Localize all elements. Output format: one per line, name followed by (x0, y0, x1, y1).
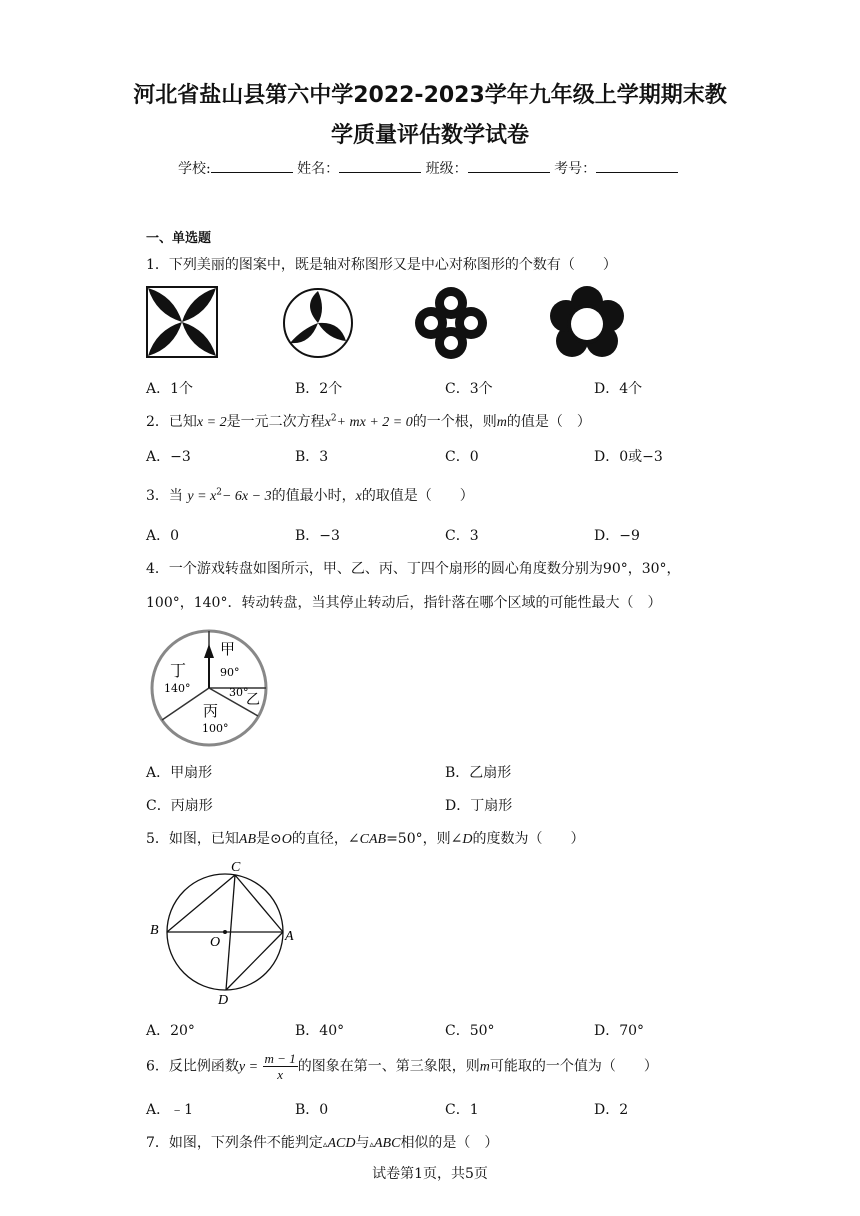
q2-equation: x (324, 415, 331, 430)
number-blank[interactable] (596, 158, 678, 173)
q7-triangle-abc: ABC (373, 1136, 401, 1151)
question-3-text (146, 485, 474, 505)
q5-label-o: O (210, 935, 221, 950)
q5-text-part: =50°，则∠ (386, 831, 463, 847)
q5-point-o: O (281, 832, 292, 847)
q4-option-b[interactable]: B．乙扇形 (445, 765, 512, 781)
question-1-text: 1．下列美丽的图案中，既是轴对称图形又是中心对称图形的个数有（ ） (146, 257, 617, 273)
question-4-line1: 4．一个游戏转盘如图所示，甲、乙、丙、丁四个扇形的圆心角度数分别为90°，30°， (146, 561, 681, 577)
q6-option-b[interactable]: B．0 (295, 1102, 329, 1118)
spinner-label-bing: 丙 (203, 702, 219, 720)
q2-text-part: 2．已知 (146, 414, 197, 430)
q5-option-a[interactable]: A．20° (146, 1023, 195, 1039)
question-7-text (146, 1132, 498, 1152)
school-blank[interactable] (211, 158, 293, 173)
q1-pattern-4-flower (548, 285, 626, 363)
q5-label-a: A (285, 929, 294, 944)
section-title: 一、单选题 (146, 231, 212, 246)
q3-text-part: 的值最小时， (271, 488, 356, 504)
q6-text-part: 可能取的一个值为（ ） (489, 1058, 658, 1075)
q2-text-part: 的值是（ ） (506, 414, 591, 430)
q5-text-part: 的直径，∠ (291, 831, 360, 847)
q3-equation: y = x (187, 489, 217, 504)
q5-label-b: B (150, 923, 159, 938)
q2-text-part: 的一个根，则 (412, 414, 497, 430)
q3-text-part: 的取值是（ ） (361, 488, 474, 504)
question-5-text (146, 828, 584, 848)
triangle-symbol-icon: ▵ (369, 1140, 374, 1150)
q5-label-d: D (218, 993, 229, 1008)
question-2-text (146, 411, 591, 431)
triangle-symbol-icon: ▵ (322, 1140, 328, 1150)
spinner-label-yi: 乙 (246, 692, 260, 708)
q5-segment-ab: AB (238, 832, 257, 847)
q6-option-d[interactable]: D．2 (594, 1102, 629, 1118)
class-blank[interactable] (468, 158, 550, 173)
spinner-label-jia: 甲 (220, 640, 236, 658)
q2-option-d[interactable]: D．0或−3 (594, 449, 663, 465)
number-label: 考号： (554, 161, 597, 177)
q5-text-part: 的度数为（ ） (472, 831, 585, 847)
q3-option-a[interactable]: A．0 (146, 528, 180, 544)
q1-pattern-2-three-blades (282, 287, 354, 359)
question-6-text (146, 1051, 658, 1082)
q5-label-c: C (231, 860, 241, 875)
q4-spinner-diagram (150, 628, 270, 748)
student-info-line (178, 158, 678, 178)
q7-text-part: 相似的是（ ） (400, 1135, 499, 1151)
class-label: 班级： (425, 161, 468, 177)
q6-text-part: 的图象在第一、第三象限，则 (297, 1058, 480, 1075)
q1-option-d[interactable]: D．4个 (594, 381, 643, 397)
q2-equation: + mx + 2 = 0 (336, 415, 413, 430)
q2-equation-root: x = 2 (196, 415, 227, 430)
q6-text-part: 6．反比例函数 (146, 1058, 239, 1075)
q4-option-d[interactable]: D．丁扇形 (445, 798, 513, 814)
name-label: 姓名： (297, 161, 340, 177)
q2-exponent: 2 (330, 413, 337, 424)
spinner-label-ding: 丁 (170, 661, 187, 680)
q1-option-b[interactable]: B．2个 (295, 381, 343, 397)
q2-variable: m (496, 415, 507, 430)
q7-text-part: 7．如图，下列条件不能判定 (146, 1135, 323, 1151)
q6-option-c[interactable]: C．1 (445, 1102, 479, 1118)
q3-option-d[interactable]: D．−9 (594, 528, 640, 544)
q3-option-b[interactable]: B．−3 (295, 528, 340, 544)
exam-title-line1: 河北省盐山县第六中学2022-2023学年九年级上学期期末教 (133, 83, 727, 108)
q5-angle-cab: CAB (359, 832, 387, 847)
question-4-line2: 100°，140°．转动转盘，当其停止转动后，指针落在哪个区域的可能性最大（ ） (146, 595, 662, 611)
q6-option-a[interactable]: A．﹣1 (146, 1102, 194, 1118)
q5-option-c[interactable]: C．50° (445, 1023, 495, 1039)
name-blank[interactable] (339, 158, 421, 173)
q5-point-d: D (462, 832, 473, 847)
q3-variable: x (355, 489, 362, 504)
q6-numerator: m − 1 (264, 1051, 296, 1066)
q1-pattern-1-x-petals (146, 286, 218, 358)
q2-option-b[interactable]: B．3 (295, 449, 329, 465)
q2-text-part: 是一元二次方程 (226, 414, 325, 430)
q7-triangle-acd: ACD (327, 1136, 356, 1151)
q6-variable: m (479, 1059, 490, 1075)
page-footer: 试卷第1页，共5页 (372, 1166, 488, 1182)
spinner-deg-bing: 100° (202, 722, 229, 735)
q1-option-c[interactable]: C．3个 (445, 381, 493, 397)
q5-text-part: 5．如图，已知 (146, 831, 239, 847)
q5-circle-diagram (148, 856, 308, 1008)
q1-pattern-3-swirl (413, 285, 489, 361)
q3-equation: − 6x − 3 (221, 489, 272, 504)
q6-denominator: x (277, 1067, 284, 1082)
q7-text-part: 与 (355, 1135, 370, 1151)
school-label: 学校: (178, 161, 211, 177)
q2-option-c[interactable]: C．0 (445, 449, 479, 465)
q5-text-part: 是⊙ (256, 831, 282, 847)
exam-title-line2: 学质量评估数学试卷 (330, 123, 529, 148)
q6-function: y = (238, 1059, 259, 1075)
spinner-deg-yi: 30° (229, 686, 249, 699)
q4-option-a[interactable]: A．甲扇形 (146, 765, 213, 781)
q4-option-c[interactable]: C．丙扇形 (146, 798, 213, 814)
spinner-deg-ding: 140° (164, 682, 191, 695)
q3-option-c[interactable]: C．3 (445, 528, 479, 544)
spinner-deg-jia: 90° (220, 666, 240, 679)
q2-option-a[interactable]: A．−3 (146, 449, 191, 465)
q5-option-d[interactable]: D．70° (594, 1023, 645, 1039)
q6-fraction (263, 1051, 298, 1082)
q1-option-a[interactable]: A．1个 (146, 381, 194, 397)
q3-text-part: 3．当 (146, 488, 183, 504)
q5-option-b[interactable]: B．40° (295, 1023, 345, 1039)
q3-exponent: 2 (216, 487, 222, 498)
